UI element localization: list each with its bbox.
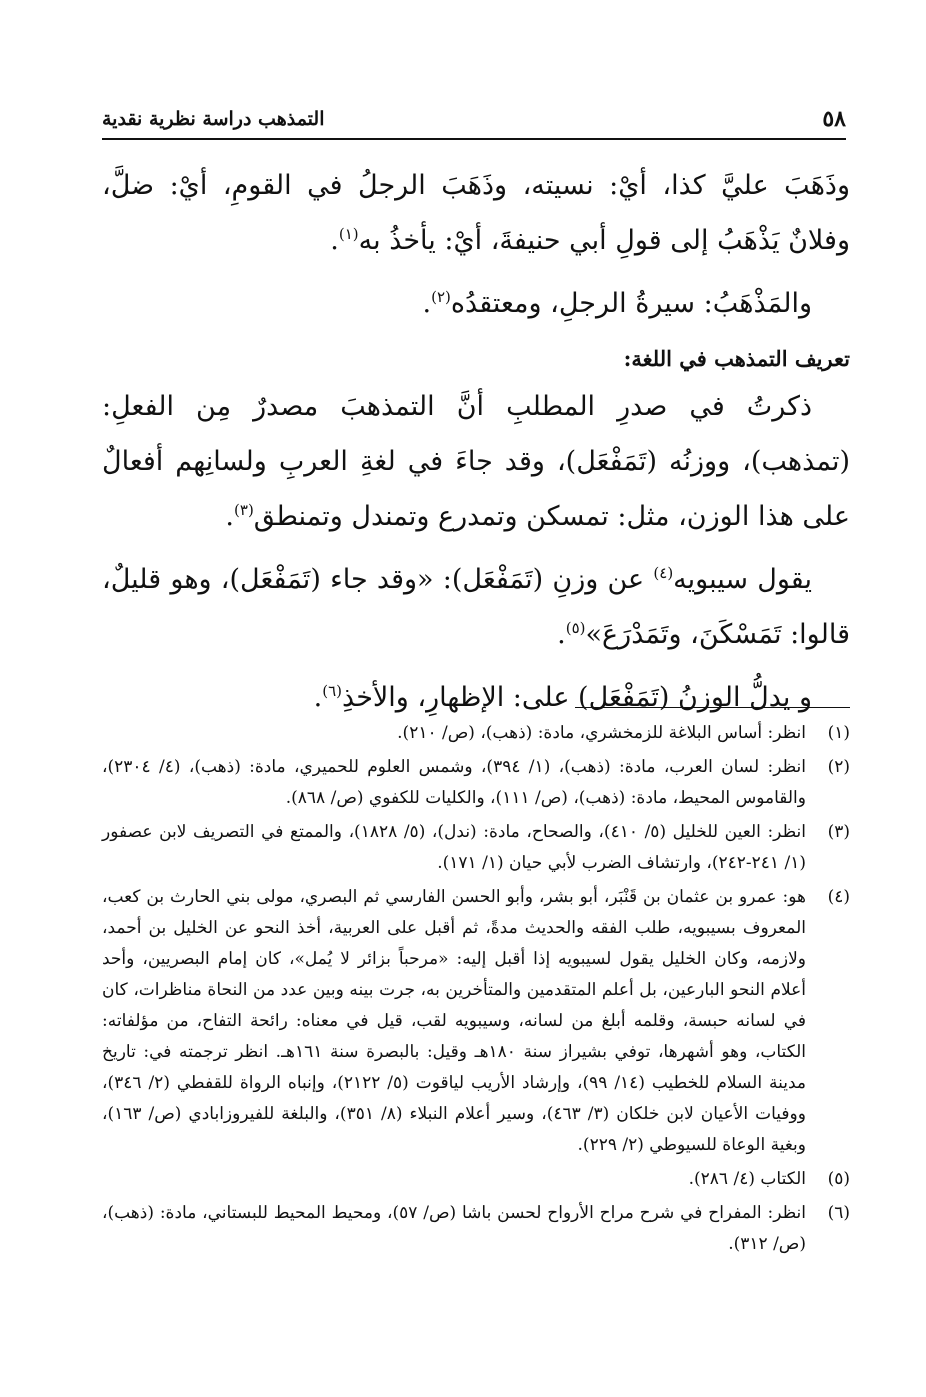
page-number: ٥٨	[822, 106, 846, 132]
footnote-ref-5: (٥)	[565, 619, 586, 637]
footnote-number: (١)	[827, 723, 850, 743]
footnote-ref-3: (٣)	[234, 501, 254, 519]
footnote-text: انظر: المفراح في شرح مراح الأرواح لحسن باشا (ص/ ٥٧)، ومحيط المحيط للبستاني، مادة: (ذهب)، (ص/ ٣١٢).	[102, 1203, 806, 1254]
footnote-6	[102, 1198, 850, 1260]
footnote-text: الكتاب (٤/ ٢٨٦).	[688, 1169, 806, 1189]
footnote-2	[102, 752, 850, 814]
footnotes	[102, 718, 850, 1263]
footnote-ref-2: (٢)	[431, 288, 451, 306]
footnote-5	[102, 1164, 850, 1195]
footnote-text: انظر: لسان العرب، مادة: (ذهب)، (١/ ٣٩٤)، وشمس العلوم للحميري، مادة: (ذهب)، (٤/ ٢٣٠٤)، والقاموس المحيط، مادة: (ذهب)، (ص/ ١١١)، والكليات للكفوي (ص/ ٨٦٨).	[102, 757, 806, 808]
paragraph-1: وذَهَبَ عليَّ كذا، أيْ: نسيته، وذَهَبَ الرجلُ في القومِ، أيْ: ضلَّ، وفلانٌ يَذْهَبُ إلى قولِ أبي حنيفةَ، أيْ: يأخذُ به$^{(١)}$.	[102, 170, 850, 256]
footnote-ref-1: (١)	[338, 225, 359, 243]
footnote-ref-6: (٦)	[322, 682, 343, 700]
footnote-number: (٦)	[827, 1203, 850, 1223]
paragraph-2: والمَذْهَبُ: سيرةُ الرجلِ، ومعتقدُه$^{(٢)}$.	[422, 288, 812, 319]
footnote-number: (٤)	[827, 887, 850, 907]
section-heading: تعريف التمذهب في اللغة:	[623, 346, 850, 371]
main-text	[102, 158, 850, 733]
footnote-3	[102, 817, 850, 879]
footnote-number: (٢)	[827, 757, 850, 777]
footnote-1	[102, 718, 850, 749]
footnote-number: (٣)	[827, 822, 850, 842]
paragraph-4: يقول سيبويه$^{(٤)}$ عن وزنِ (تَمَفْعَل): «وقد جاء (تَمَفْعَل)، وهو قليلٌ، قالوا: تَمَسْكَنَ، وتَمَدْرَعَ»$^{(٥)}$.	[102, 564, 850, 650]
footnote-text: انظر: أساس البلاغة للزمخشري، مادة: (ذهب)، (ص/ ٢١٠).	[397, 723, 806, 743]
footnote-number: (٥)	[827, 1169, 850, 1189]
footnote-text: هو: عمرو بن عثمان بن قَنْبَر، أبو بشر، وأبو الحسن الفارسي ثم البصري، مولى بني الحارث بن كعب، المعروف بسيبويه، طلب الفقه والحديث مدةً، ثم أقبل على العربية، أخذ النحو عن الخليل بن أحمد، ولازمه، وكان الخليل يقول لسيبويه إذا أقبل إليه: «مرحباً بزائر لا يُمل»، كان إمام البصريين، وأحد أعلام النحو البارعين، بل أعلم المتقدمين والمتأخرين به، جرت بينه وبين عدد من النحاة مناظرات، كان في لسانه حبسة، وقلمه أبلغ من لسانه، وسيبويه لقب، قيل في معناه: رائحة التفاح، من مؤلفاته: الكتاب، وهو أشهرها، توفي بشيراز سنة ١٨٠هـ وقيل: بالبصرة سنة ١٦١هـ. انظر ترجمته في: تاريخ مدينة السلام للخطيب (١٤/ ٩٩)، وإرشاد الأريب لياقوت (٥/ ٢١٢٢)، وإنباه الرواة للقفطي (٢/ ٣٤٦)، ووفيات الأعيان لابن خلكان (٣/ ٤٦٣)، وسير أعلام النبلاء (٨/ ٣٥١)، والبلغة للفيروزابادي (ص/ ١٦٣)، وبغية الوعاة للسيوطي (٢/ ٢٢٩).	[102, 887, 806, 1155]
footnote-text: انظر: العين للخليل (٥/ ٤١٠)، والصحاح، مادة: (ندل)، (٥/ ١٨٢٨)، والممتع في التصريف لابن عصفور (١/ ٢٤١-٢٤٢)، وارتشاف الضرب لأبي حيان (١/ ١٧١).	[102, 822, 806, 873]
paragraph-3: ذكرتُ في صدرِ المطلبِ أنَّ التمذهبَ مصدرٌ مِن الفعلِ: (تمذهب)، ووزنُه (تَمَفْعَل)، وقد جاءَ في لغةِ العربِ ولسانِهم أفعالٌ على هذا الوزن، مثل: تمسكن وتمدرع وتمندل وتمنطق$^{(٣)}$.	[102, 391, 850, 532]
running-title: التمذهب دراسة نظرية نقدية	[102, 108, 325, 130]
footnote-divider	[575, 707, 850, 708]
footnote-4	[102, 882, 850, 1161]
paragraph-5: و يدلُّ الوزنُ (تَمَفْعَل) على: الإظهارِ، والأخذِ$^{(٦)}$.	[313, 682, 812, 713]
page-header	[102, 104, 846, 140]
footnote-ref-4: (٤)	[653, 564, 674, 582]
